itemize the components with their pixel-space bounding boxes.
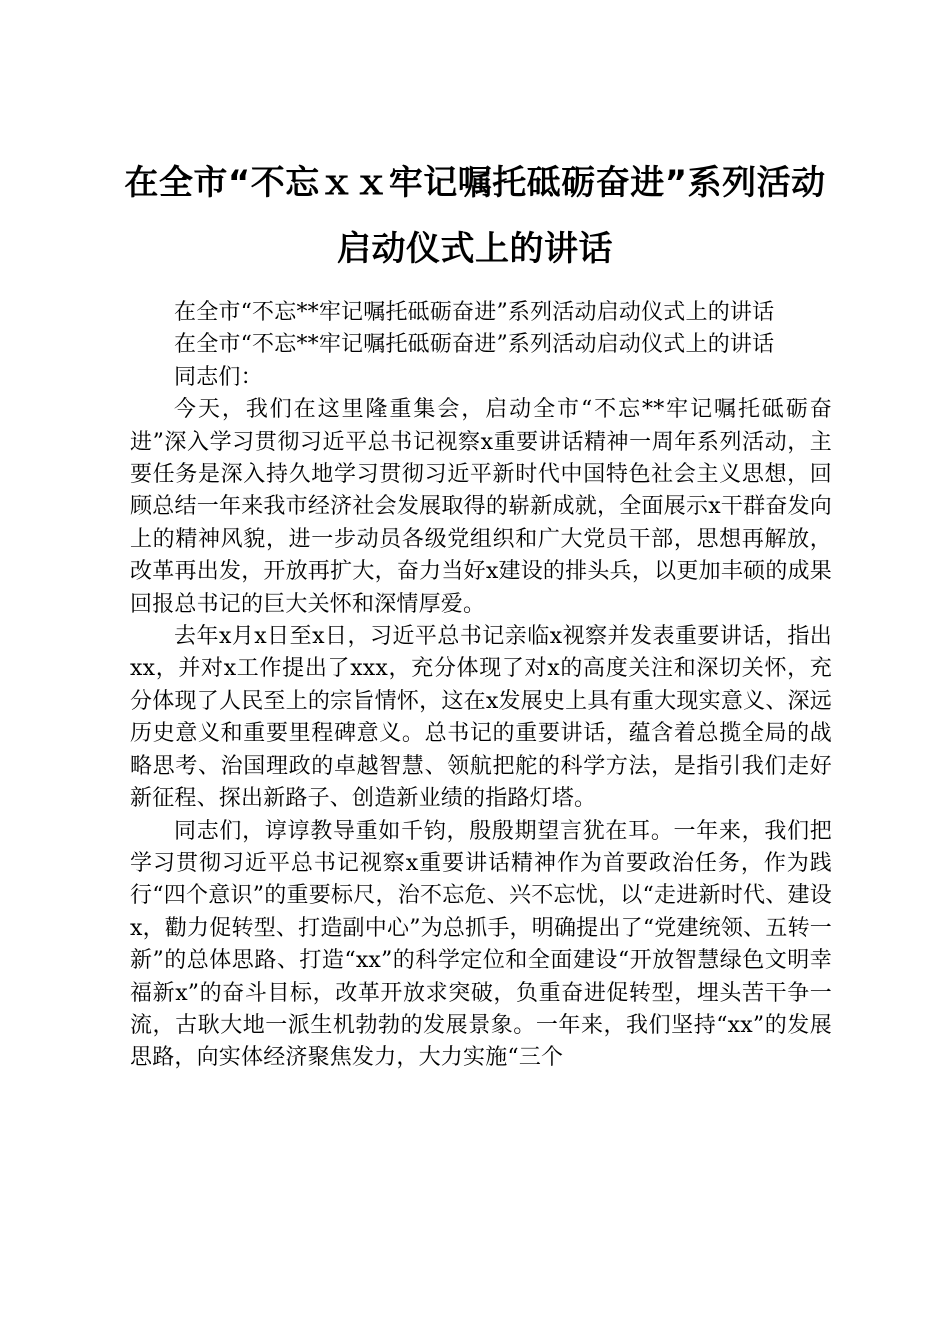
paragraph: 去年x月x日至x日，习近平总书记亲临x视察并发表重要讲话，指出xx，并对x工作提出了xxx，充分体现了对x的高度关注和深切关怀，充分体现了人民至上的宗旨情怀，这在x发展史上具有重大现实意义、深远历史意义和重要里程碑意义。总书记的重要讲话，蕴含着总揽全局的战略思考、治国理政的卓越智慧、领航把舵的科学方法，是指引我们走好新征程、探出新路子、创造新业绩的指路灯塔。 [130,624,832,812]
paragraph: 今天，我们在这里隆重集会，启动全市“不忘**牢记嘱托砥砺奋进”深入学习贯彻习近平总书记视察x重要讲话精神一周年系列活动，主要任务是深入持久地学习贯彻习近平新时代中国特色社会主义思想，回顾总结一年来我市经济社会发展取得的崭新成就，全面展示x干群奋发向上的精神风貌，进一步动员各级党组织和广大党员干部，思想再解放，改革再出发，开放再扩大，奋力当好x建设的排头兵，以更加丰硕的成果回报总书记的巨大关怀和深情厚爱。 [130,397,832,617]
paragraph-heading-repeat-2: 在全市“不忘**牢记嘱托砥砺奋进”系列活动启动仪式上的讲话 [174,332,775,358]
paragraph-salutation: 同志们： [174,364,263,390]
document-title: 在全市“不忘ｘｘ牢记嘱托砥砺奋进”系列活动启动仪式上的讲话 [124,163,826,269]
document-body [130,297,832,1075]
paragraph: 同志们，谆谆教导重如千钧，殷殷期望言犹在耳。一年来，我们把学习贯彻习近平总书记视察x重要讲话精神作为首要政治任务，作为践行“四个意识”的重要标尺，治不忘危、兴不忘忧，以“走进新时代、建设x，勸力促转型、打造副中心”为总抓手，明确提出了“党建统领、五转一新”的总体思路、打造“xx”的科学定位和全面建设“开放智慧绿色文明幸福新x”的奋斗目标，改革开放求突破，负重奋进促转型，埋头苦干争一流，古耿大地一派生机勃勃的发展景象。一年来，我们坚持“xx”的发展思路，向实体经济聚焦发力，大力实施“三个 [130,818,832,1071]
paragraph-heading-repeat-1: 在全市“不忘**牢记嘱托砥砺奋进”系列活动启动仪式上的讲话 [174,300,775,325]
